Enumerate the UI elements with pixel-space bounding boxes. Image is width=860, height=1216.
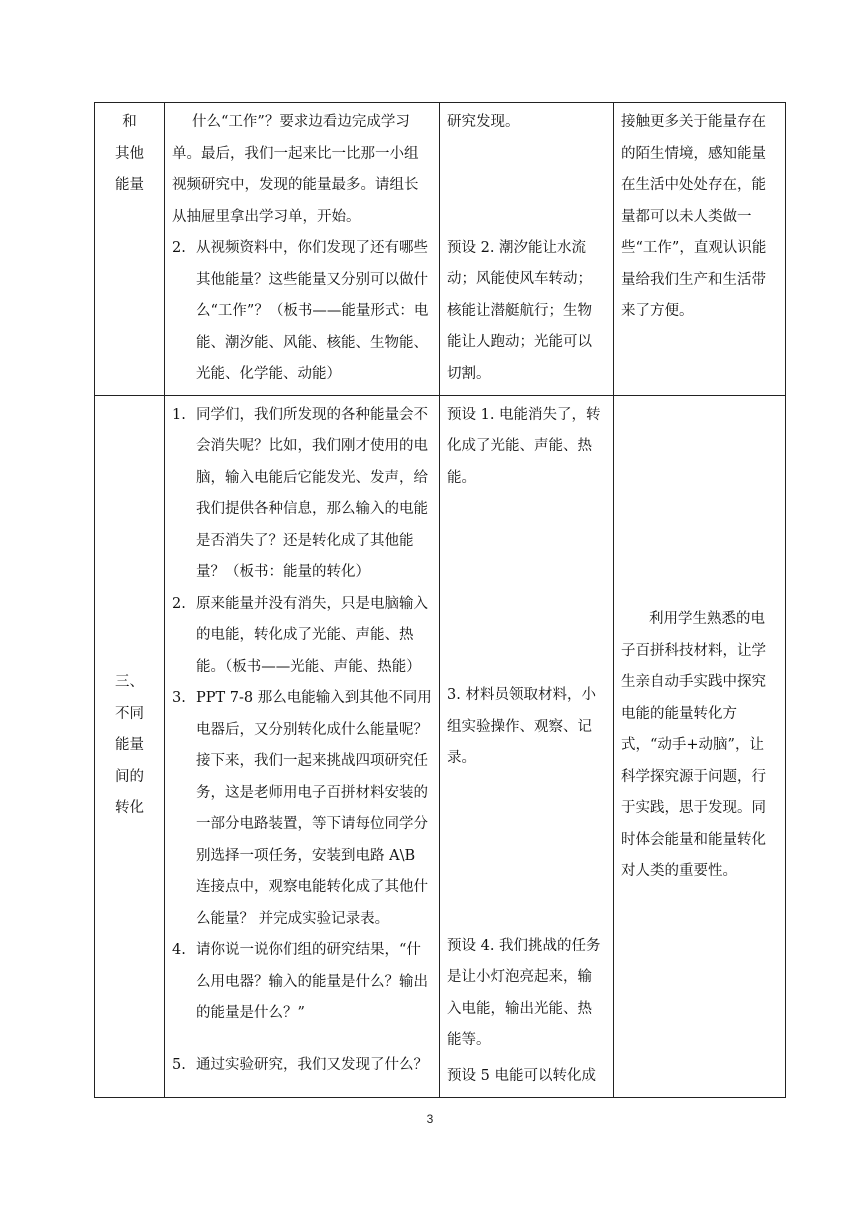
teacher-activity-cell [165, 395, 440, 1097]
teacher-paragraph: 什么“工作”？要求边看边完成学习单。最后，我们一起来比一比那一小组视频研究中，发现的能量最多。请组长从抽屉里拿出学习单，开始。 [172, 114, 419, 225]
stage-line: 和 [122, 114, 137, 130]
teacher-item [172, 589, 432, 684]
design-intent-cell [614, 395, 786, 1097]
item-number: 3. [172, 690, 186, 706]
stage-line: 转化 [115, 800, 144, 817]
stage-cell [95, 395, 165, 1097]
teacher-item [172, 233, 432, 391]
design-intent-cell [614, 103, 786, 396]
lesson-plan-table [94, 102, 786, 1098]
student-text: 预设 4. 我们挑战的任务是让小灯泡亮起来，输入电能，输出光能、热能等。 [447, 937, 601, 1048]
student-text: 3. 材料员领取材料，小组实验操作、观察、记录。 [447, 687, 596, 766]
intent-text: 接触更多关于能量存在的陌生情境，感知能量在生活中处处存在，能量都可以未人类做一些“工作”，直观认识能量给我们生产和生活带来了方便。 [621, 114, 767, 319]
student-text: 预设 5 电能可以转化成 [447, 1067, 596, 1084]
stage-line: 能量 [115, 737, 144, 754]
item-text: PPT 7-8 那么电能输入到其他不同用电器后，又分别转化成什么能量呢？接下来，我们一起来挑战四项研究任务，这是老师用电子百拼材料安装的一部分电路装置，等下请每位同学分别选择一项任务，安装到电路 A\B 连接点中，观察电能转化成了其他什么能量？ 并完成实验记录表。 [196, 690, 432, 927]
stage-line: 能量 [115, 177, 144, 193]
teacher-item [172, 1050, 432, 1082]
teacher-item [172, 935, 432, 1030]
teacher-activity-cell [165, 103, 440, 396]
student-text: 研究发现。 [447, 114, 520, 130]
item-text: 请你说一说你们组的研究结果，“什么用电器？输入的能量是什么？输出的能量是什么？” [196, 942, 428, 1021]
table-row [95, 103, 786, 396]
item-number: 2. [172, 240, 186, 256]
intent-text: 利用学生熟悉的电子百拼科技材料，让学生亲自动手实践中探究电能的能量转化方式，“动手+动脑”，让科学探究源于问题，行于实践，思于发现。同时体会能量和能量转化对人类的重要性。 [621, 611, 766, 880]
page-number: 3 [426, 1112, 434, 1126]
item-number: 1. [172, 406, 186, 423]
stage-line: 不同 [115, 705, 144, 722]
table-row [95, 395, 786, 1097]
student-text: 预设 1. 电能消失了，转化成了光能、声能、热能。 [447, 406, 601, 486]
student-activity-cell [440, 103, 614, 396]
stage-line: 间的 [115, 768, 144, 785]
stage-cell [95, 103, 165, 396]
item-number: 2. [172, 595, 186, 612]
stage-line: 三、 [115, 674, 144, 691]
item-text: 从视频资料中，你们发现了还有哪些其他能量？这些能量又分别可以做什么“工作”？（板书——能量形式：电能、潮汐能、风能、核能、生物能、光能、化学能、动能） [196, 240, 429, 382]
student-text: 预设 2. 潮汐能让水流动；风能使风车转动；核能让潜艇航行；生物能让人跑动；光能可以切割。 [447, 239, 592, 382]
item-text: 通过实验研究，我们又发现了什么？ [196, 1056, 428, 1073]
item-number: 5. [172, 1056, 186, 1073]
teacher-item [172, 683, 432, 935]
student-activity-cell [440, 395, 614, 1097]
item-text: 同学们，我们所发现的各种能量会不会消失呢？比如，我们刚才使用的电脑，输入电能后它能发光、发声，给我们提供各种信息，那么输入的电能是否消失了？还是转化成了其他能量？（板书：能量的转化） [196, 406, 428, 580]
stage-line: 其他 [115, 145, 144, 162]
teacher-item [172, 400, 432, 589]
item-number: 4. [172, 942, 186, 958]
item-text: 原来能量并没有消失，只是电脑输入的电能，转化成了光能、声能、热能。（板书——光能、声能、热能） [196, 595, 428, 675]
